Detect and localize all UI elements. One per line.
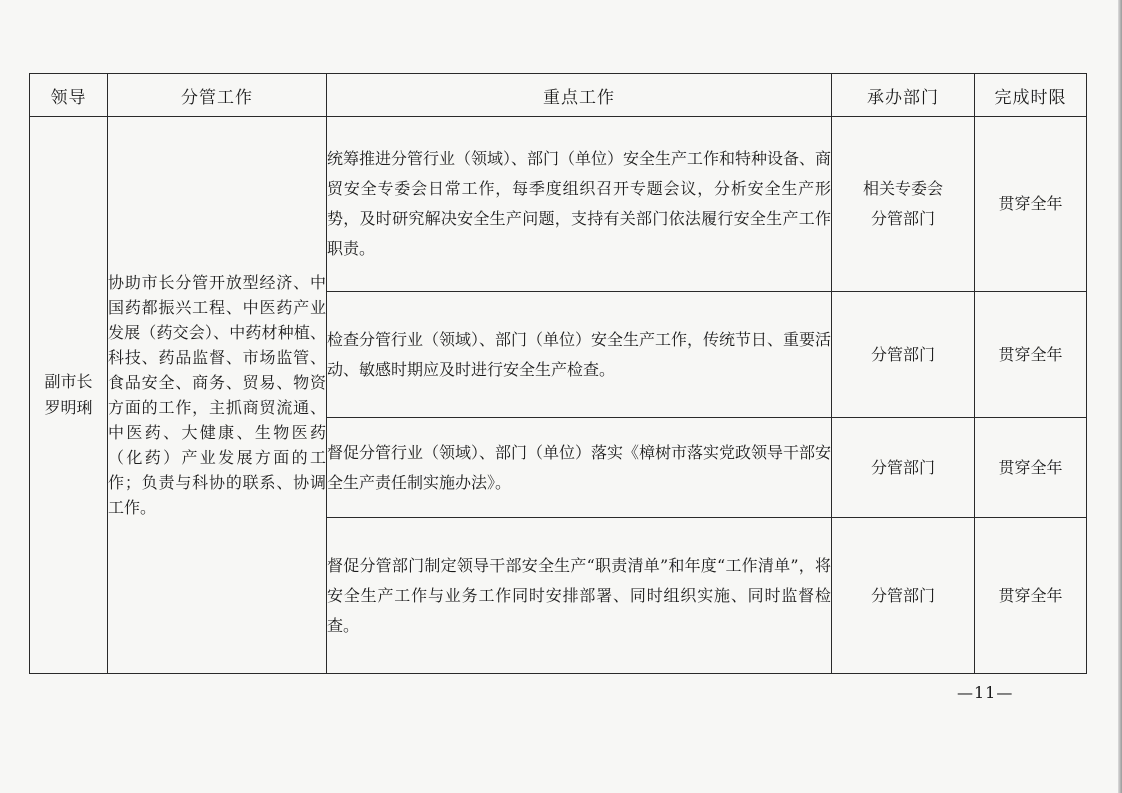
deadline-cell: 贯穿全年 (975, 518, 1087, 674)
header-key-work: 重点工作 (327, 74, 832, 117)
task-cell: 督促分管部门制定领导干部安全生产“职责清单”和年度“工作清单”，将安全生产工作与业务工作同时安排部署、同时组织实施、同时监督检查。 (327, 518, 832, 674)
header-deadline: 完成时限 (975, 74, 1087, 117)
header-duty: 分管工作 (108, 74, 327, 117)
task-cell: 统筹推进分管行业（领域）、部门（单位）安全生产工作和特种设备、商贸安全专委会日常工作，每季度组织召开专题会议，分析安全生产形势，及时研究解决安全生产问题，支持有关部门依法履行安全生产工作职责。 (327, 117, 832, 292)
page-number: —11— (957, 683, 1014, 702)
header-leader: 领导 (30, 74, 108, 117)
leader-name: 副市长 罗明琍 (44, 372, 93, 417)
department-cell: 分管部门 (832, 418, 975, 518)
table-row (30, 117, 1087, 292)
table-header-row (30, 74, 1087, 117)
task-cell: 检查分管行业（领域）、部门（单位）安全生产工作，传统节日、重要活动、敏感时期应及时进行安全生产检查。 (327, 292, 832, 418)
scan-edge (1118, 0, 1122, 793)
header-department: 承办部门 (832, 74, 975, 117)
leader-cell (30, 117, 108, 674)
duty-cell: 协助市长分管开放型经济、中国药都振兴工程、中医药产业发展（药交会）、中药材种植、科技、药品监督、市场监管、食品安全、商务、贸易、物资方面的工作，主抓商贸流通、中医药、大健康、生物医药（化药）产业发展方面的工作；负责与科协的联系、协调工作。 (108, 117, 327, 674)
department-cell: 分管部门 (832, 518, 975, 674)
department-cell: 相关专委会 分管部门 (832, 117, 975, 292)
department-cell: 分管部门 (832, 292, 975, 418)
deadline-cell: 贯穿全年 (975, 418, 1087, 518)
task-cell: 督促分管行业（领域）、部门（单位）落实《樟树市落实党政领导干部安全生产责任制实施办法》。 (327, 418, 832, 518)
work-responsibility-table (29, 73, 1087, 674)
deadline-cell: 贯穿全年 (975, 117, 1087, 292)
deadline-cell: 贯穿全年 (975, 292, 1087, 418)
